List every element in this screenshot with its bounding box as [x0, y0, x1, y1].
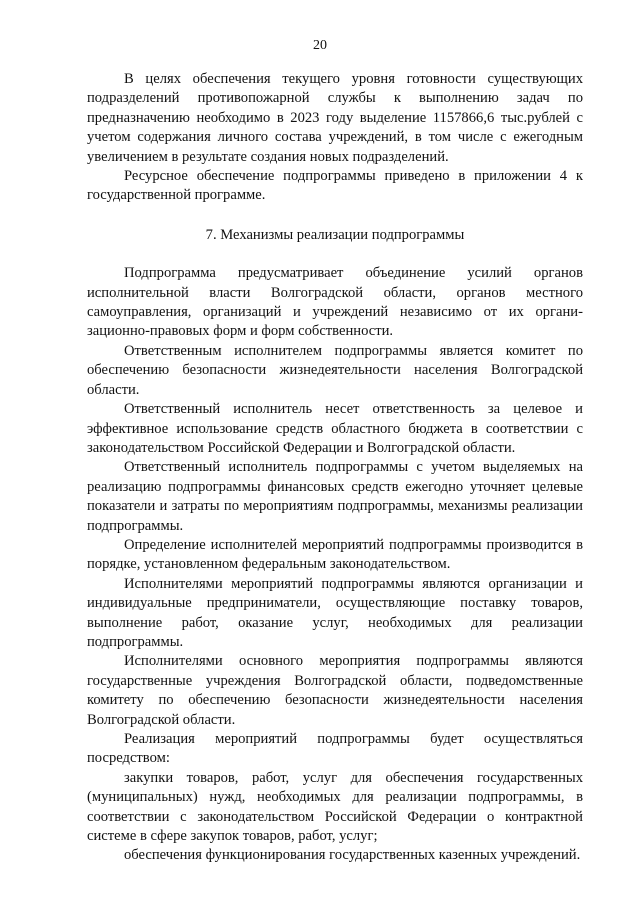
document-body	[87, 70, 583, 866]
paragraph-implementation: Реализация мероприятий подпрограммы будет осуществляться посредством:	[87, 731, 583, 767]
page-number: 20	[313, 38, 327, 53]
paragraph-executors: Исполнителями мероприятий подпрограммы являются организации и индивидуальные предприниматели, осуществляющие поставку товаров, выполнение работ, оказание услуг, необходимых для реализации подпрограммы.	[87, 575, 583, 650]
section-heading: 7. Механизмы реализации подпрограммы	[205, 226, 465, 243]
paragraph-funding: В целях обеспечения текущего уровня готовности существующих подразделений противопожарной службы к выполнению задач по предназначению необходимо в 2023 году выделение 1157866,6 тыс.рублей с учетом содержания личного состава учреждений, в том числе с ежегодным увеличением в результате создания новых подразделений.	[87, 71, 583, 165]
paragraph-responsibility: Ответственный исполнитель несет ответственность за целевое и эффективное использование средств областного бюджета в соответствии с законодательством Российской Федерации и Волгоградской области.	[87, 401, 583, 456]
paragraph-main-activity-executors: Исполнителями основного мероприятия подпрограммы являются государственные учреждения Волгоградской области, подведомственные комитету по обеспечению безопасности жизнедеятельности населения Волгоградской области.	[87, 653, 583, 728]
paragraph-institutions: обеспечения функционирования государственных казенных учреждений.	[124, 847, 581, 864]
paragraph-executor-selection: Определение исполнителей мероприятий подпрограммы производится в порядке, установленном федеральным законодательством.	[87, 536, 583, 573]
paragraph-procurement: закупки товаров, работ, услуг для обеспечения государственных (муниципальных) нужд, необходимых для реализации подпрограммы, в соответствии с законодательством Российской Федерации о контрактной системе в сфере закупок товаров, работ, услуг;	[87, 769, 583, 845]
paragraph-resources: Ресурсное обеспечение подпрограммы приведено в приложении 4 к государственной программе.	[87, 168, 583, 204]
paragraph-annual-adjustment: Ответственный исполнитель подпрограммы с учетом выделяемых на реализацию подпрограммы финансовых средств ежегодно уточняет целевые показатели и затраты по мероприятиям подпрограммы, механизмы реализации подпрограммы.	[87, 459, 583, 534]
paragraph-responsible-executor: Ответственным исполнителем подпрограммы является комитет по обеспечению безопасности жизнедеятельности населения Волгоградской области.	[87, 342, 583, 398]
paragraph-overview: Подпрограмма предусматривает объединение усилий органов исполнительной власти Волгоградской области, органов местного самоуправления, организаций и учреждений независимо от их организационно-правовых форм и форм собственности.	[87, 265, 583, 340]
